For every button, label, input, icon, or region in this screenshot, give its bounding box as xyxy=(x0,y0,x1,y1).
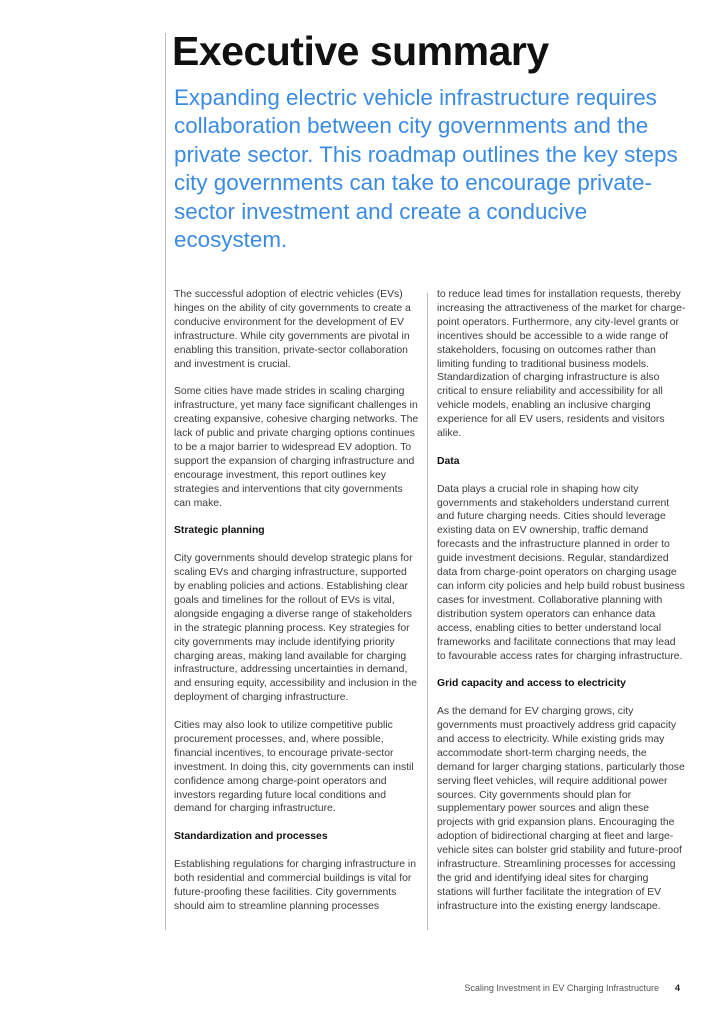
paragraph: Establishing regulations for charging infrastructure in both residential and commercial buildings is vital for future-proofing these facilities. City governments should aim to streamline planning processes xyxy=(174,859,416,912)
paragraph: Data plays a crucial role in shaping how city governments and stakeholders understand current and future charging needs. Cities should leverage existing data on EV ownership, traffic demand forecasts and the infrastructure planned in order to guide investment decisions. Regular, standardized data from charge-point operators on charging usage can inform city policies and help build robust business cases for investment. Collaborative planning with distribution system operators can enhance data access, enabling cities to better understand local frameworks and facilitate connections that may lead to favourable access rates for charging infrastructure. xyxy=(437,483,685,662)
paragraph: to reduce lead times for installation requests, thereby increasing the attractiveness of the market for charge-point operators. Furthermore, any city-level grants or incentives should be accessible to a wide range of stakeholders, focusing on outcomes rather than limiting funding to traditional business models. Standardization of charging infrastructure is also critical to ensure reliability and accessibility for all vehicle models, enabling an inclusive charging experience for all EV users, residents and visitors alike. xyxy=(437,289,686,440)
paragraph: Some cities have made strides in scaling charging infrastructure, yet many face significant challenges in creating expansive, cohesive charging networks. The lack of public and private charging options continues to be a major barrier to widespread EV adoption. To support the expansion of charging infrastructure and encourage investment, this report outlines key strategies and interventions that city governments can make. xyxy=(174,386,419,509)
page-title: Executive summary xyxy=(172,28,549,74)
lead-paragraph: Expanding electric vehicle infrastructure requires collaboration between city governments and the private sector. This roadmap outlines the key steps city governments can take to encourage private-sector investment and create a conducive ecosystem. xyxy=(174,85,678,253)
paragraph: The successful adoption of electric vehicles (EVs) hinges on the ability of city governments to create a conducive environment for the development of EV infrastructure. While city governments are pivotal in enabling this transition, private-sector collaboration and investment is crucial. xyxy=(174,289,411,370)
paragraph: Cities may also look to utilize competitive public procurement processes, and, where possible, financial incentives, to encourage private-sector investment. In doing this, city governments can instil confidence among charge-point operators and investors regarding future local conditions and demand for charging infrastructure. xyxy=(174,720,414,815)
page-number: 4 xyxy=(674,983,680,993)
column-divider xyxy=(427,293,428,930)
paragraph: City governments should develop strategic plans for scaling EVs and charging infrastructure, supported by enabling policies and actions. Establishing clear goals and timelines for the rollout of EVs is vital, alongside engaging a diverse range of stakeholders in the strategic planning process. Key strategies for city governments may include identifying priority charging areas, making land available for charging infrastructure, addressing uncertainties in demand, and ensuring equity, accessibility and inclusion in the deployment of charging infrastructure. xyxy=(174,553,417,704)
section-heading-data: Data xyxy=(437,455,460,467)
left-rule xyxy=(165,33,166,930)
section-heading-strategic-planning: Strategic planning xyxy=(174,525,265,537)
section-heading-standardization: Standardization and processes xyxy=(174,831,328,843)
text-column-left xyxy=(174,288,419,914)
text-column-right xyxy=(437,288,687,914)
page-footer xyxy=(464,983,680,993)
footer-report-title: Scaling Investment in EV Charging Infrastructure xyxy=(464,983,659,993)
paragraph: As the demand for EV charging grows, city governments must proactively address grid capacity and access to electricity. While existing grids may accommodate short-term charging needs, the demand for larger charging stations, particularly those serving fleet vehicles, will require additional power sources. City governments should plan for supplementary power sources and align these projects with grid expansion plans. Encouraging the adoption of bidirectional charging at fleet and large-vehicle sites can bolster grid stability and future-proof infrastructure. Streamlining processes for accessing the grid and identifying ideal sites for charging stations will further facilitate the integration of EV infrastructure into the existing energy landscape. xyxy=(437,706,685,912)
section-heading-grid-capacity: Grid capacity and access to electricity xyxy=(437,678,626,690)
